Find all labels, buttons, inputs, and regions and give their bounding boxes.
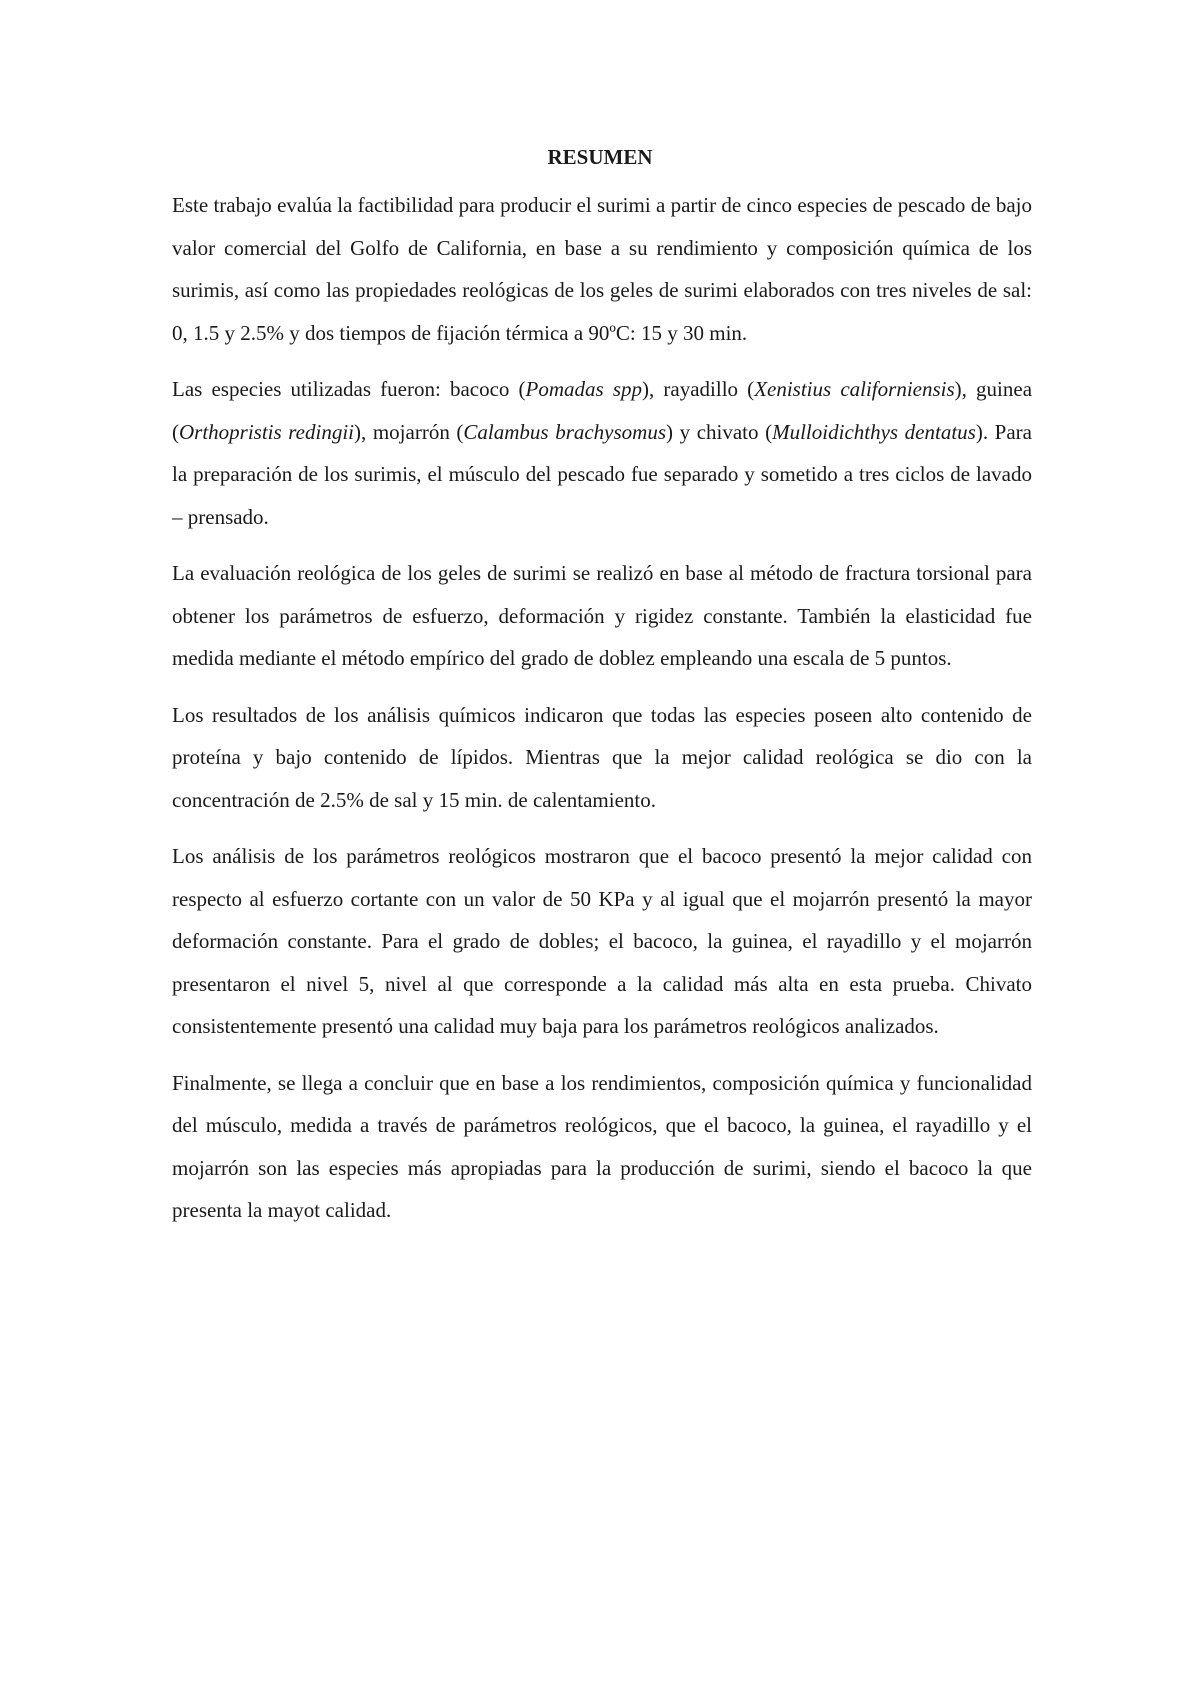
species-name-chivato: Mulloidichthys dentatus bbox=[772, 419, 976, 444]
species-text: ), mojarrón ( bbox=[354, 419, 464, 444]
paragraph-species bbox=[172, 368, 1032, 538]
species-text: Las especies utilizadas fueron: bacoco ( bbox=[172, 377, 526, 401]
species-text: ) y chivato ( bbox=[666, 419, 773, 444]
species-name-mojarron: Calambus brachysomus bbox=[463, 419, 667, 444]
paragraph-conclusion: Finalmente, se llega a concluir que en base a los rendimientos, composición química y funcionalidad del músculo, medida a través de parámetros reológicos, que el bacoco, la guinea, el rayadillo y el mojarrón son las especies más apropiadas para la producción de surimi, siendo el bacoco la que presenta la mayot calidad. bbox=[172, 1070, 1032, 1222]
species-text: ). Para la preparación de los surimis, el músculo del pescado fue separado y sometido a tres ciclos de lavado – prensado. bbox=[172, 419, 1032, 529]
species-name-bacoco: Pomadas spp bbox=[525, 377, 643, 401]
species-text: ), rayadillo ( bbox=[642, 377, 755, 401]
paragraph-rheology-results: Los análisis de los parámetros reológicos mostraron que el bacoco presentó la mejor calidad con respecto al esfuerzo cortante con un valor de 50 KPa y al igual que el mojarrón presentó la mayor deformación constante. Para el grado de dobles; el bacoco, la guinea, el rayadillo y el mojarrón presentaron el nivel 5, nivel al que corresponde a la calidad más alta en esta prueba. Chivato consistentemente presentó una calidad muy baja para los parámetros reológicos analizados. bbox=[172, 844, 1032, 1038]
species-text: ), guinea ( bbox=[172, 377, 1033, 444]
paragraph-chemical-results: Los resultados de los análisis químicos indicaron que todas las especies poseen alto contenido de proteína y bajo contenido de lípidos. Mientras que la mejor calidad reológica se dio con la concentración de 2.5% de sal y 15 min. de calentamiento. bbox=[172, 702, 1032, 812]
species-name-guinea: Orthopristis redingii bbox=[179, 419, 355, 444]
document-body bbox=[172, 184, 1032, 1246]
paragraph-rheology-method: La evaluación reológica de los geles de surimi se realizó en base al método de fractura torsional para obtener los parámetros de esfuerzo, deformación y rigidez constante. También la elasticidad fue medida mediante el método empírico del grado de doblez empleando una escala de 5 puntos. bbox=[172, 561, 1032, 670]
document-heading: RESUMEN bbox=[547, 145, 653, 169]
paragraph-intro: Este trabajo evalúa la factibilidad para producir el surimi a partir de cinco especies de pescado de bajo valor comercial del Golfo de California, en base a su rendimiento y composición química de los surimis, así como las propiedades reológicas de los geles de surimi elaborados con tres niveles de sal: 0, 1.5 y 2.5% y dos tiempos de fijación térmica a 90ºC: 15 y 30 min. bbox=[172, 193, 1032, 345]
species-name-rayadillo: Xenistius californiensis bbox=[754, 377, 955, 401]
